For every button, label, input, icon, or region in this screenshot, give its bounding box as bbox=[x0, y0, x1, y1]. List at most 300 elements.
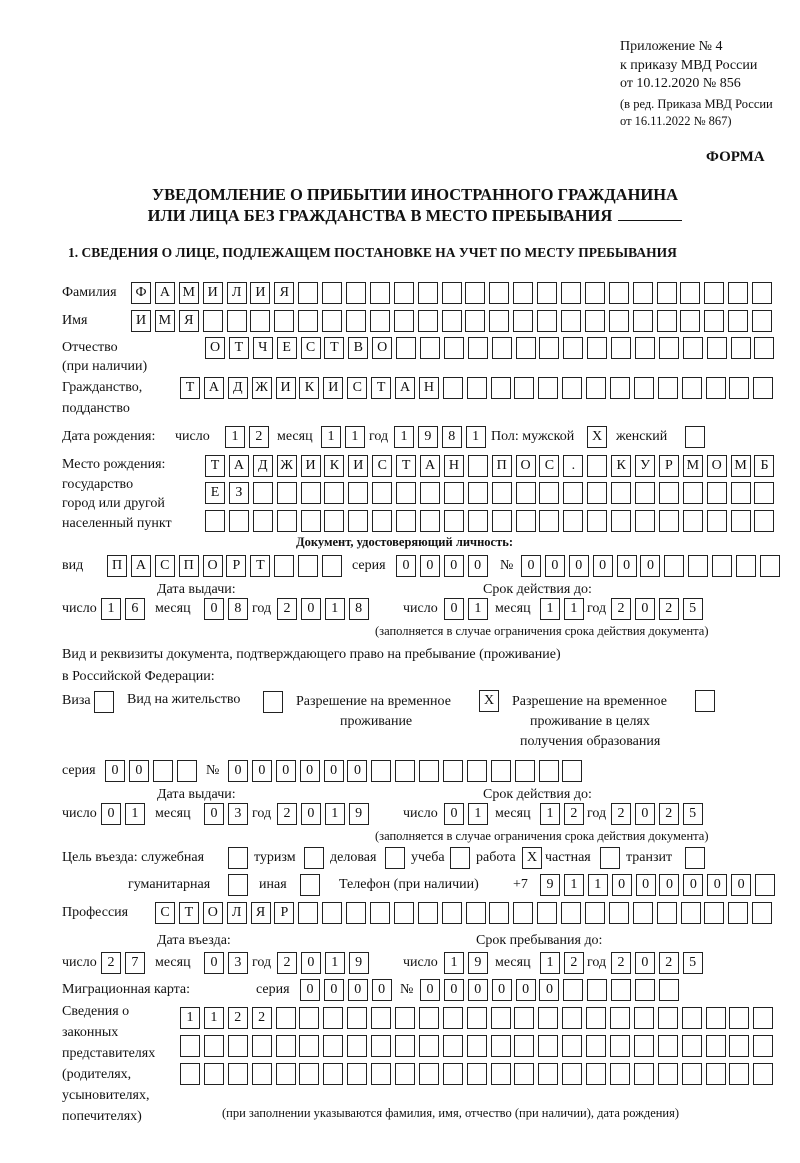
char-cell[interactable] bbox=[537, 310, 557, 332]
char-cell[interactable] bbox=[514, 1035, 534, 1057]
char-cell[interactable]: 0 bbox=[617, 555, 637, 577]
char-cell[interactable]: Ж bbox=[252, 377, 272, 399]
char-cell[interactable]: М bbox=[683, 455, 703, 477]
char-cell[interactable] bbox=[492, 337, 512, 359]
char-cell[interactable] bbox=[204, 1035, 224, 1057]
char-cell[interactable] bbox=[610, 377, 630, 399]
char-cell[interactable] bbox=[298, 902, 318, 924]
char-cell[interactable]: 1 bbox=[180, 1007, 200, 1029]
char-cell[interactable]: 2 bbox=[659, 952, 679, 974]
char-cell[interactable]: 0 bbox=[492, 979, 512, 1001]
char-cell[interactable]: И bbox=[203, 282, 223, 304]
char-cell[interactable]: 0 bbox=[640, 555, 660, 577]
char-cell[interactable] bbox=[563, 337, 583, 359]
char-cell[interactable]: С bbox=[155, 555, 175, 577]
char-cell[interactable] bbox=[253, 510, 273, 532]
char-cell[interactable] bbox=[395, 1035, 415, 1057]
char-cell[interactable]: Т bbox=[229, 337, 249, 359]
char-cell[interactable] bbox=[371, 1007, 391, 1029]
char-cell[interactable] bbox=[561, 902, 581, 924]
char-cell[interactable] bbox=[658, 1035, 678, 1057]
char-cell[interactable] bbox=[177, 760, 197, 782]
char-cell[interactable] bbox=[346, 310, 366, 332]
char-cell[interactable] bbox=[516, 510, 536, 532]
char-cell[interactable] bbox=[323, 1035, 343, 1057]
char-cell[interactable]: 1 bbox=[325, 803, 345, 825]
char-cell[interactable]: 0 bbox=[636, 874, 656, 896]
char-cell[interactable] bbox=[731, 510, 751, 532]
char-cell[interactable] bbox=[418, 902, 438, 924]
char-cell[interactable] bbox=[180, 1063, 200, 1085]
char-cell[interactable] bbox=[562, 1063, 582, 1085]
char-cell[interactable] bbox=[609, 902, 629, 924]
char-cell[interactable]: 0 bbox=[300, 979, 320, 1001]
char-cell[interactable]: 0 bbox=[101, 803, 121, 825]
char-cell[interactable] bbox=[492, 482, 512, 504]
char-cell[interactable]: М bbox=[731, 455, 751, 477]
char-cell[interactable]: П bbox=[179, 555, 199, 577]
char-cell[interactable] bbox=[729, 1063, 749, 1085]
char-cell[interactable]: 0 bbox=[468, 555, 488, 577]
char-cell[interactable] bbox=[704, 310, 724, 332]
char-cell[interactable]: 1 bbox=[321, 426, 341, 448]
char-cell[interactable] bbox=[468, 337, 488, 359]
char-cell[interactable] bbox=[322, 282, 342, 304]
char-cell[interactable]: И bbox=[348, 455, 368, 477]
char-cell[interactable] bbox=[635, 979, 655, 1001]
char-cell[interactable] bbox=[659, 979, 679, 1001]
char-cell[interactable] bbox=[731, 337, 751, 359]
char-cell[interactable] bbox=[395, 1007, 415, 1029]
char-cell[interactable] bbox=[682, 1063, 702, 1085]
char-cell[interactable] bbox=[228, 1035, 248, 1057]
char-cell[interactable] bbox=[444, 510, 464, 532]
char-cell[interactable]: А bbox=[204, 377, 224, 399]
char-cell[interactable] bbox=[728, 310, 748, 332]
char-cell[interactable]: 2 bbox=[564, 952, 584, 974]
checkbox-cell[interactable] bbox=[685, 847, 705, 869]
char-cell[interactable] bbox=[322, 902, 342, 924]
char-cell[interactable] bbox=[299, 1007, 319, 1029]
char-cell[interactable]: 0 bbox=[521, 555, 541, 577]
char-cell[interactable] bbox=[610, 1007, 630, 1029]
char-cell[interactable] bbox=[466, 902, 486, 924]
char-cell[interactable] bbox=[585, 282, 605, 304]
char-cell[interactable]: Р bbox=[226, 555, 246, 577]
char-cell[interactable]: 1 bbox=[588, 874, 608, 896]
char-cell[interactable] bbox=[704, 282, 724, 304]
char-cell[interactable] bbox=[563, 979, 583, 1001]
char-cell[interactable]: О bbox=[203, 902, 223, 924]
char-cell[interactable]: 0 bbox=[707, 874, 727, 896]
char-cell[interactable] bbox=[633, 282, 653, 304]
char-cell[interactable] bbox=[609, 282, 629, 304]
char-cell[interactable] bbox=[346, 282, 366, 304]
char-cell[interactable] bbox=[707, 510, 727, 532]
checkbox-cell[interactable] bbox=[263, 691, 283, 713]
char-cell[interactable] bbox=[729, 1007, 749, 1029]
char-cell[interactable]: Т bbox=[180, 377, 200, 399]
char-cell[interactable]: 0 bbox=[348, 979, 368, 1001]
char-cell[interactable]: 2 bbox=[101, 952, 121, 974]
char-cell[interactable] bbox=[587, 979, 607, 1001]
char-cell[interactable] bbox=[538, 1063, 558, 1085]
char-cell[interactable]: 0 bbox=[569, 555, 589, 577]
char-cell[interactable] bbox=[250, 310, 270, 332]
char-cell[interactable]: 2 bbox=[611, 803, 631, 825]
char-cell[interactable] bbox=[585, 310, 605, 332]
char-cell[interactable] bbox=[394, 902, 414, 924]
char-cell[interactable] bbox=[396, 510, 416, 532]
char-cell[interactable]: Т bbox=[396, 455, 416, 477]
char-cell[interactable] bbox=[276, 1035, 296, 1057]
char-cell[interactable]: Р bbox=[659, 455, 679, 477]
char-cell[interactable] bbox=[683, 482, 703, 504]
char-cell[interactable]: 1 bbox=[325, 598, 345, 620]
char-cell[interactable] bbox=[277, 510, 297, 532]
char-cell[interactable] bbox=[609, 310, 629, 332]
char-cell[interactable] bbox=[491, 1063, 511, 1085]
char-cell[interactable] bbox=[489, 902, 509, 924]
checkbox-cell[interactable] bbox=[304, 847, 324, 869]
char-cell[interactable] bbox=[610, 1035, 630, 1057]
char-cell[interactable] bbox=[323, 1007, 343, 1029]
char-cell[interactable] bbox=[468, 510, 488, 532]
char-cell[interactable] bbox=[396, 337, 416, 359]
char-cell[interactable] bbox=[753, 1007, 773, 1029]
char-cell[interactable] bbox=[420, 482, 440, 504]
char-cell[interactable] bbox=[205, 510, 225, 532]
char-cell[interactable] bbox=[277, 482, 297, 504]
char-cell[interactable] bbox=[276, 1007, 296, 1029]
char-cell[interactable] bbox=[347, 1007, 367, 1029]
char-cell[interactable] bbox=[467, 760, 487, 782]
char-cell[interactable] bbox=[659, 510, 679, 532]
char-cell[interactable]: 2 bbox=[659, 598, 679, 620]
char-cell[interactable]: К bbox=[324, 455, 344, 477]
checkbox-cell[interactable] bbox=[600, 847, 620, 869]
char-cell[interactable] bbox=[728, 282, 748, 304]
char-cell[interactable]: Р bbox=[274, 902, 294, 924]
char-cell[interactable]: Д bbox=[253, 455, 273, 477]
char-cell[interactable]: 0 bbox=[324, 979, 344, 1001]
char-cell[interactable] bbox=[586, 1063, 606, 1085]
char-cell[interactable]: 0 bbox=[539, 979, 559, 1001]
char-cell[interactable] bbox=[442, 902, 462, 924]
char-cell[interactable]: 0 bbox=[420, 555, 440, 577]
char-cell[interactable]: 9 bbox=[540, 874, 560, 896]
char-cell[interactable] bbox=[657, 282, 677, 304]
char-cell[interactable] bbox=[635, 510, 655, 532]
char-cell[interactable] bbox=[370, 310, 390, 332]
checkbox-cell[interactable]: X bbox=[587, 426, 607, 448]
char-cell[interactable] bbox=[682, 1035, 702, 1057]
char-cell[interactable] bbox=[323, 1063, 343, 1085]
char-cell[interactable]: С bbox=[372, 455, 392, 477]
char-cell[interactable] bbox=[682, 1007, 702, 1029]
char-cell[interactable]: 1 bbox=[540, 598, 560, 620]
char-cell[interactable] bbox=[706, 1007, 726, 1029]
char-cell[interactable]: С bbox=[301, 337, 321, 359]
char-cell[interactable]: И bbox=[250, 282, 270, 304]
char-cell[interactable]: 0 bbox=[129, 760, 149, 782]
char-cell[interactable] bbox=[348, 510, 368, 532]
char-cell[interactable] bbox=[513, 282, 533, 304]
char-cell[interactable] bbox=[419, 1035, 439, 1057]
char-cell[interactable]: 0 bbox=[301, 952, 321, 974]
char-cell[interactable] bbox=[563, 510, 583, 532]
char-cell[interactable]: Б bbox=[754, 455, 774, 477]
char-cell[interactable] bbox=[301, 510, 321, 532]
char-cell[interactable] bbox=[611, 337, 631, 359]
char-cell[interactable] bbox=[729, 1035, 749, 1057]
char-cell[interactable]: А bbox=[395, 377, 415, 399]
char-cell[interactable]: Ф bbox=[131, 282, 151, 304]
char-cell[interactable]: 1 bbox=[564, 874, 584, 896]
char-cell[interactable] bbox=[299, 1063, 319, 1085]
char-cell[interactable] bbox=[229, 510, 249, 532]
char-cell[interactable] bbox=[252, 1063, 272, 1085]
char-cell[interactable] bbox=[513, 902, 533, 924]
char-cell[interactable] bbox=[346, 902, 366, 924]
char-cell[interactable] bbox=[419, 760, 439, 782]
char-cell[interactable] bbox=[492, 510, 512, 532]
char-cell[interactable] bbox=[491, 760, 511, 782]
char-cell[interactable]: 8 bbox=[349, 598, 369, 620]
char-cell[interactable] bbox=[562, 1007, 582, 1029]
char-cell[interactable]: 5 bbox=[683, 803, 703, 825]
char-cell[interactable] bbox=[539, 510, 559, 532]
char-cell[interactable]: К bbox=[299, 377, 319, 399]
char-cell[interactable] bbox=[634, 1063, 654, 1085]
char-cell[interactable] bbox=[587, 337, 607, 359]
char-cell[interactable]: 0 bbox=[635, 952, 655, 974]
char-cell[interactable]: 0 bbox=[372, 979, 392, 1001]
char-cell[interactable] bbox=[537, 282, 557, 304]
char-cell[interactable]: И bbox=[276, 377, 296, 399]
char-cell[interactable] bbox=[228, 1063, 248, 1085]
char-cell[interactable]: 3 bbox=[228, 803, 248, 825]
char-cell[interactable] bbox=[538, 377, 558, 399]
char-cell[interactable]: . bbox=[563, 455, 583, 477]
char-cell[interactable]: 0 bbox=[444, 803, 464, 825]
char-cell[interactable]: 0 bbox=[444, 979, 464, 1001]
char-cell[interactable]: 1 bbox=[325, 952, 345, 974]
char-cell[interactable] bbox=[563, 482, 583, 504]
char-cell[interactable] bbox=[371, 1035, 391, 1057]
char-cell[interactable] bbox=[180, 1035, 200, 1057]
char-cell[interactable]: 2 bbox=[659, 803, 679, 825]
char-cell[interactable] bbox=[348, 482, 368, 504]
char-cell[interactable]: 0 bbox=[659, 874, 679, 896]
checkbox-cell[interactable] bbox=[94, 691, 114, 713]
char-cell[interactable]: Т bbox=[250, 555, 270, 577]
char-cell[interactable]: 2 bbox=[252, 1007, 272, 1029]
char-cell[interactable]: 0 bbox=[635, 598, 655, 620]
char-cell[interactable] bbox=[443, 1063, 463, 1085]
char-cell[interactable] bbox=[489, 310, 509, 332]
char-cell[interactable] bbox=[299, 1035, 319, 1057]
char-cell[interactable] bbox=[465, 310, 485, 332]
char-cell[interactable] bbox=[274, 310, 294, 332]
char-cell[interactable]: П bbox=[492, 455, 512, 477]
char-cell[interactable]: 9 bbox=[468, 952, 488, 974]
char-cell[interactable] bbox=[491, 1007, 511, 1029]
char-cell[interactable]: 0 bbox=[300, 760, 320, 782]
char-cell[interactable] bbox=[752, 282, 772, 304]
char-cell[interactable] bbox=[491, 1035, 511, 1057]
char-cell[interactable] bbox=[586, 1007, 606, 1029]
char-cell[interactable]: 1 bbox=[444, 952, 464, 974]
char-cell[interactable] bbox=[253, 482, 273, 504]
char-cell[interactable] bbox=[322, 555, 342, 577]
char-cell[interactable]: 1 bbox=[564, 598, 584, 620]
char-cell[interactable]: 0 bbox=[612, 874, 632, 896]
checkbox-cell[interactable]: X bbox=[479, 690, 499, 712]
char-cell[interactable]: А bbox=[131, 555, 151, 577]
char-cell[interactable] bbox=[418, 282, 438, 304]
char-cell[interactable] bbox=[682, 377, 702, 399]
char-cell[interactable] bbox=[754, 510, 774, 532]
char-cell[interactable]: С bbox=[347, 377, 367, 399]
char-cell[interactable] bbox=[635, 482, 655, 504]
char-cell[interactable]: 3 bbox=[228, 952, 248, 974]
char-cell[interactable] bbox=[394, 282, 414, 304]
char-cell[interactable] bbox=[298, 555, 318, 577]
char-cell[interactable]: 0 bbox=[516, 979, 536, 1001]
char-cell[interactable] bbox=[658, 1007, 678, 1029]
char-cell[interactable]: 1 bbox=[125, 803, 145, 825]
char-cell[interactable]: 1 bbox=[225, 426, 245, 448]
char-cell[interactable]: 0 bbox=[683, 874, 703, 896]
char-cell[interactable] bbox=[707, 337, 727, 359]
checkbox-cell[interactable] bbox=[685, 426, 705, 448]
char-cell[interactable] bbox=[587, 510, 607, 532]
char-cell[interactable] bbox=[706, 1035, 726, 1057]
char-cell[interactable] bbox=[468, 482, 488, 504]
char-cell[interactable]: 8 bbox=[228, 598, 248, 620]
char-cell[interactable]: 9 bbox=[349, 952, 369, 974]
char-cell[interactable]: В bbox=[348, 337, 368, 359]
char-cell[interactable] bbox=[419, 1063, 439, 1085]
char-cell[interactable]: 1 bbox=[204, 1007, 224, 1029]
char-cell[interactable]: 0 bbox=[301, 598, 321, 620]
char-cell[interactable]: Н bbox=[419, 377, 439, 399]
char-cell[interactable] bbox=[538, 1035, 558, 1057]
checkbox-cell[interactable] bbox=[450, 847, 470, 869]
char-cell[interactable]: С bbox=[539, 455, 559, 477]
char-cell[interactable] bbox=[561, 310, 581, 332]
char-cell[interactable] bbox=[514, 1063, 534, 1085]
char-cell[interactable]: 2 bbox=[564, 803, 584, 825]
char-cell[interactable] bbox=[370, 282, 390, 304]
char-cell[interactable] bbox=[465, 282, 485, 304]
char-cell[interactable] bbox=[347, 1035, 367, 1057]
char-cell[interactable]: 0 bbox=[276, 760, 296, 782]
char-cell[interactable]: 2 bbox=[277, 952, 297, 974]
char-cell[interactable]: 0 bbox=[593, 555, 613, 577]
char-cell[interactable]: 0 bbox=[347, 760, 367, 782]
char-cell[interactable] bbox=[562, 377, 582, 399]
char-cell[interactable]: О bbox=[203, 555, 223, 577]
char-cell[interactable]: У bbox=[635, 455, 655, 477]
char-cell[interactable] bbox=[635, 337, 655, 359]
char-cell[interactable]: 9 bbox=[349, 803, 369, 825]
char-cell[interactable] bbox=[657, 902, 677, 924]
char-cell[interactable]: 0 bbox=[468, 979, 488, 1001]
char-cell[interactable]: Л bbox=[227, 282, 247, 304]
char-cell[interactable]: 0 bbox=[444, 555, 464, 577]
char-cell[interactable] bbox=[516, 337, 536, 359]
char-cell[interactable] bbox=[420, 510, 440, 532]
char-cell[interactable] bbox=[658, 377, 678, 399]
char-cell[interactable] bbox=[203, 310, 223, 332]
char-cell[interactable] bbox=[444, 337, 464, 359]
checkbox-cell[interactable]: X bbox=[522, 847, 542, 869]
char-cell[interactable] bbox=[587, 482, 607, 504]
char-cell[interactable]: 0 bbox=[252, 760, 272, 782]
char-cell[interactable]: Я bbox=[274, 282, 294, 304]
char-cell[interactable]: З bbox=[229, 482, 249, 504]
char-cell[interactable]: И bbox=[323, 377, 343, 399]
char-cell[interactable] bbox=[688, 555, 708, 577]
char-cell[interactable] bbox=[657, 310, 677, 332]
char-cell[interactable]: 1 bbox=[468, 598, 488, 620]
char-cell[interactable] bbox=[204, 1063, 224, 1085]
char-cell[interactable] bbox=[538, 1007, 558, 1029]
char-cell[interactable] bbox=[467, 1035, 487, 1057]
char-cell[interactable] bbox=[633, 902, 653, 924]
char-cell[interactable] bbox=[539, 482, 559, 504]
char-cell[interactable]: 2 bbox=[277, 598, 297, 620]
char-cell[interactable] bbox=[371, 760, 391, 782]
char-cell[interactable] bbox=[227, 310, 247, 332]
char-cell[interactable]: 0 bbox=[396, 555, 416, 577]
checkbox-cell[interactable] bbox=[228, 874, 248, 896]
char-cell[interactable] bbox=[754, 482, 774, 504]
char-cell[interactable] bbox=[736, 555, 756, 577]
char-cell[interactable]: 7 bbox=[125, 952, 145, 974]
char-cell[interactable] bbox=[634, 1007, 654, 1029]
char-cell[interactable]: И bbox=[131, 310, 151, 332]
char-cell[interactable] bbox=[443, 377, 463, 399]
char-cell[interactable]: 0 bbox=[204, 952, 224, 974]
char-cell[interactable]: 2 bbox=[228, 1007, 248, 1029]
char-cell[interactable] bbox=[395, 1063, 415, 1085]
char-cell[interactable] bbox=[731, 482, 751, 504]
char-cell[interactable] bbox=[586, 377, 606, 399]
char-cell[interactable] bbox=[562, 1035, 582, 1057]
char-cell[interactable]: 5 bbox=[683, 952, 703, 974]
char-cell[interactable] bbox=[301, 482, 321, 504]
char-cell[interactable]: 1 bbox=[394, 426, 414, 448]
char-cell[interactable] bbox=[752, 310, 772, 332]
char-cell[interactable] bbox=[611, 510, 631, 532]
char-cell[interactable]: О bbox=[205, 337, 225, 359]
char-cell[interactable] bbox=[442, 310, 462, 332]
char-cell[interactable]: 1 bbox=[466, 426, 486, 448]
char-cell[interactable] bbox=[443, 1007, 463, 1029]
char-cell[interactable] bbox=[514, 1007, 534, 1029]
char-cell[interactable]: Я bbox=[251, 902, 271, 924]
char-cell[interactable] bbox=[634, 1035, 654, 1057]
char-cell[interactable] bbox=[371, 1063, 391, 1085]
char-cell[interactable]: Т bbox=[205, 455, 225, 477]
char-cell[interactable] bbox=[753, 377, 773, 399]
char-cell[interactable]: Л bbox=[227, 902, 247, 924]
char-cell[interactable]: 0 bbox=[324, 760, 344, 782]
char-cell[interactable] bbox=[683, 510, 703, 532]
